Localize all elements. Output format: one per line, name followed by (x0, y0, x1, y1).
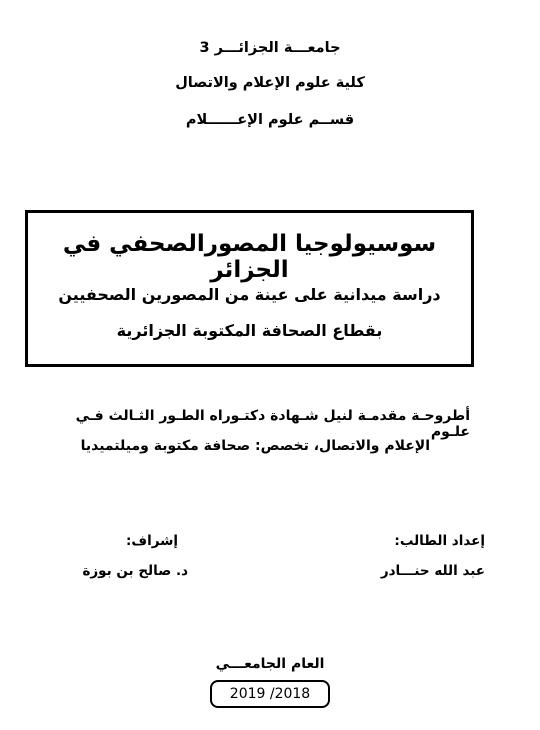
faculty-name: كلية علوم الإعلام والاتصال (175, 75, 365, 91)
academic-year-value: 2019 /2018 (229, 686, 311, 702)
department-name: قســم علوم الإعــــــلام (185, 112, 355, 128)
student-label: إعداد الطالب: (394, 533, 485, 549)
thesis-description-line2: الإعلام والاتصال، تخصص: صحافة مكتوبة وميلتميديا (80, 438, 430, 454)
supervisor-label: إشراف: (125, 533, 178, 549)
academic-year-label: العام الجامعـــي (215, 656, 325, 672)
title-box (25, 210, 474, 367)
thesis-title: سوسيولوجيا المصورالصحفي في الجزائر (62, 231, 437, 283)
thesis-description-line1: أطروحـة مقدمـة لنيل شـهادة دكتـوراه الطـور الثـالث فـي علـوم (75, 408, 470, 440)
thesis-subtitle-line1: دراسة ميدانية على عينة من المصورين الصحفيين (58, 285, 441, 304)
supervisor-name: د. صالح بن بوزة (82, 563, 188, 579)
student-name: عبد الله حنـــادر (380, 563, 485, 579)
university-name: جامعـــة الجزائـــر 3 (199, 40, 341, 56)
academic-year-box (210, 680, 330, 708)
thesis-subtitle-line2: بقطاع الصحافة المكتوبة الجزائرية (116, 321, 383, 340)
